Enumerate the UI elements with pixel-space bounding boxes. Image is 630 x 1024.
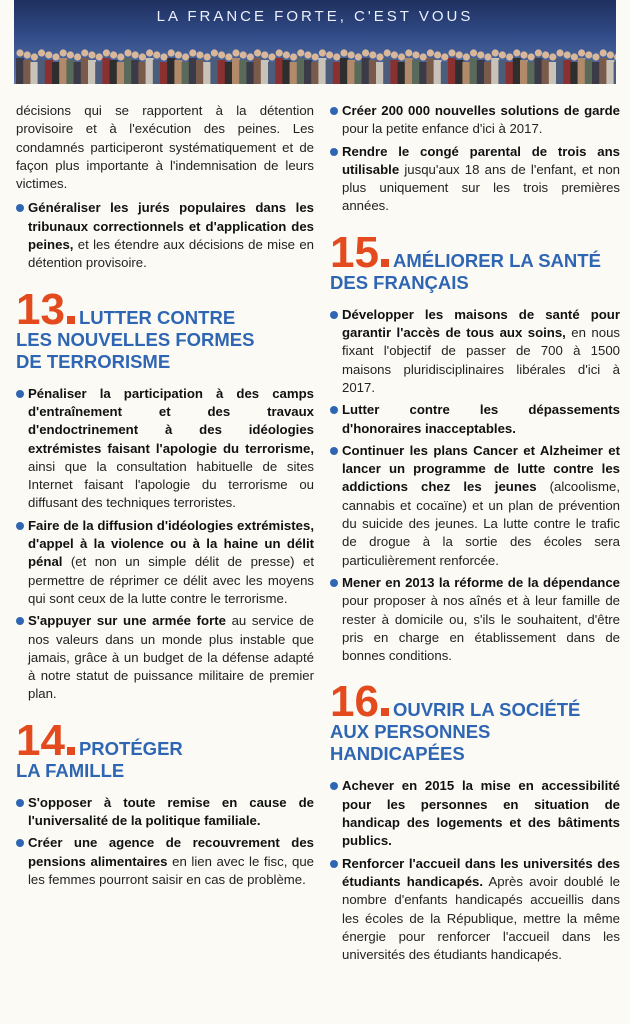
left-column [16,102,314,893]
crowd-photo [14,38,616,84]
bullet-icon [330,148,338,156]
section-16-heading: 16 OUVRIR LA SOCIÉTÉ AUX PERSONNES HANDICAPÉES [330,677,581,765]
header-banner [14,0,616,84]
bullet-icon [16,799,24,807]
bullet-icon [330,107,338,115]
list-item: Créer une agence de recouvrement des pensions alimentaires en lien avec le fisc, que les femmes pourront saisir en cas de problème. [16,834,314,889]
bullet-icon [16,522,24,530]
bullet-icon [330,860,338,868]
bullet-icon [330,406,338,414]
section-number: 15 [330,228,389,277]
list-item: Créer 200 000 nouvelles solutions de garde pour la petite enfance d'ici à 2017. [330,102,620,139]
banner-title: LA FRANCE FORTE, C'EST VOUS [156,8,474,25]
continuation-text: décisions qui se rapportent à la détention provisoire et à l'exécution des peines. Les condamnés participeront systématiquement et de façon plus importante à l'indemnisation de leurs victimes. [16,103,314,192]
bullet-icon [16,204,24,212]
list-item: Rendre le congé parental de trois ans utilisable jusqu'aux 18 ans de l'enfant, et non plus uniquement sur les trois premières années. [330,143,620,216]
list-item: Développer les maisons de santé pour garantir l'accès de tous aux soins, en nous fixant l'objectif de passer de 700 à 1500 maisons pluridisciplinaires libérales d'ici à 2017. [330,306,620,397]
list-item: Mener en 2013 la réforme de la dépendance pour proposer à nos aînés et à leur famille de rester à domicile ou, s'ils le souhaitent, d'être pris en charge en établissement dans de bonnes conditions. [330,574,620,665]
list-item: Pénaliser la participation à des camps d'entraînement et des travaux d'endoctrinement à des idéologies extrémistes faisant l'apologie du terrorisme, ainsi que la consultation habituelle de sites Internet faisant l'apologie du terrorisme ou diffusant des techniques terroristes. [16,385,314,513]
bullet-icon [16,617,24,625]
list-item: Généraliser les jurés populaires dans les tribunaux correctionnels et d'application des peines, et les étendre aux décisions de mise en détention provisoire. [16,199,314,272]
bullet-icon [330,579,338,587]
bullet-icon [330,447,338,455]
bullet-icon [16,390,24,398]
bullet-icon [330,782,338,790]
list-item: Faire de la diffusion d'idéologies extrémistes, d'appel à la violence ou à la haine un délit pénal (et non un simple délit de presse) et permettre de réprimer ce délit avec les moyens qui sont ceux de la lutte contre le terrorisme. [16,517,314,608]
section-14-heading: 14 PROTÉGER LA FAMILLE [16,715,183,781]
list-item: S'opposer à toute remise en cause de l'universalité de la politique familiale. [16,794,314,831]
bullet-icon [330,311,338,319]
section-number: 16 [330,677,389,726]
section-15-heading: 15 AMÉLIORER LA SANTÉ DES FRANÇAIS [330,227,601,293]
bullet-icon [16,839,24,847]
list-item: Lutter contre les dépassements d'honoraires inacceptables. [330,401,620,438]
list-item: S'appuyer sur une armée forte au service de nos valeurs dans un monde plus instable que jamais, grâce à un budget de la défense adapté à notre statut de puissance militaire de premier plan. [16,612,314,703]
list-item: Renforcer l'accueil dans les universités des étudiants handicapés. Après avoir doublé le nombre d'enfants handicapés accueillis dans les écoles de la République, mettre la même énergie pour renforcer l'accueil dans les universités des étudiants handicapés. [330,855,620,965]
left-pre-items [16,199,314,272]
section-13-heading: 13 LUTTER CONTRE LES NOUVELLES FORMES DE TERRORISME [16,284,255,372]
right-column [330,102,620,968]
list-item: Continuer les plans Cancer et Alzheimer et lancer un programme de lutte contre les addictions chez les jeunes (alcoolisme, cannabis et cocaïne) et un plan de prévention du suicide des jeunes. La lutte contre le trafic de drogue à la sortie des écoles sera particulièrement renforcée. [330,442,620,570]
section-number: 13 [16,285,75,334]
section-number: 14 [16,716,75,765]
list-item: Achever en 2015 la mise en accessibilité pour les personnes en situation de handicap des logements et des bâtiments publics. [330,777,620,850]
